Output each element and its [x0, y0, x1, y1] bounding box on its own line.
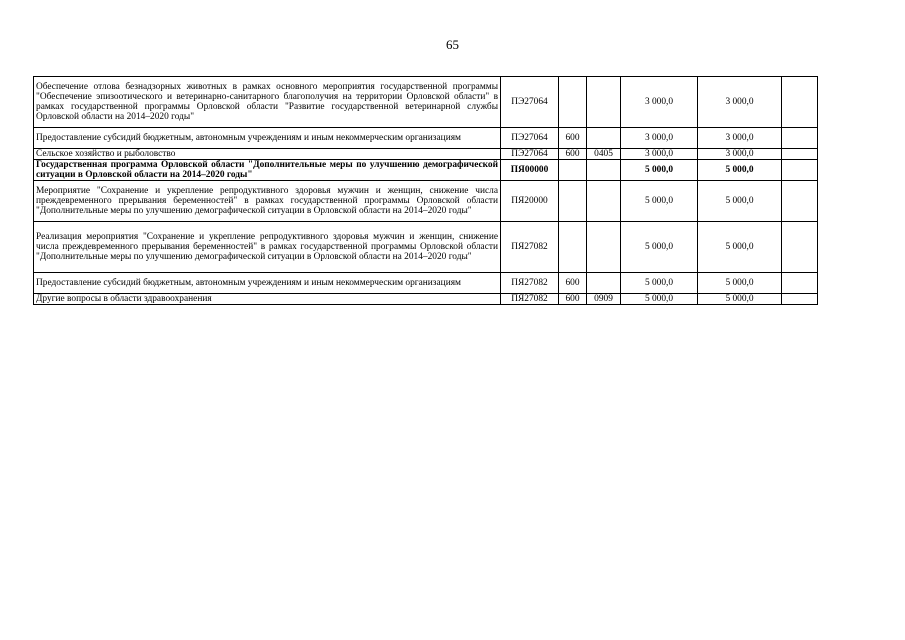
amount-2: 3 000,0	[698, 149, 782, 160]
row-name: Государственная программа Орловской области "Дополнительные меры по улучшению демографической ситуации в Орловской области на 2014–2020 годы"	[34, 160, 501, 181]
section-subsection	[587, 77, 621, 128]
table-row	[34, 273, 818, 294]
row-name: Мероприятие "Сохранение и укрепление репродуктивного здоровья мужчин и женщин, снижение числа преждевременного прерывания беременностей" в рамках государственной программы Орловской области "Дополнительные меры по улучшению демографической ситуации в Орловской области на 2014–2020 годы"	[34, 181, 501, 222]
row-name: Другие вопросы в области здравоохранения	[34, 294, 501, 305]
target-code: ПЭ27064	[501, 77, 559, 128]
section-subsection	[587, 181, 621, 222]
target-code: ПЯ27082	[501, 273, 559, 294]
target-code: ПЯ20000	[501, 181, 559, 222]
amount-1: 5 000,0	[621, 181, 698, 222]
section-subsection: 0909	[587, 294, 621, 305]
amount-1: 3 000,0	[621, 128, 698, 149]
amount-2: 3 000,0	[698, 128, 782, 149]
row-name: Предоставление субсидий бюджетным, автономным учреждениям и иным некоммерческим организациям	[34, 273, 501, 294]
extra-cell	[782, 77, 818, 128]
row-name: Предоставление субсидий бюджетным, автономным учреждениям и иным некоммерческим организациям	[34, 128, 501, 149]
expense-type: 600	[559, 273, 587, 294]
amount-2: 5 000,0	[698, 294, 782, 305]
amount-2: 5 000,0	[698, 222, 782, 273]
expense-type: 600	[559, 149, 587, 160]
section-subsection	[587, 273, 621, 294]
extra-cell	[782, 160, 818, 181]
target-code: ПЯ27082	[501, 222, 559, 273]
row-name: Обеспечение отлова безнадзорных животных в рамках основного мероприятия государственной программы "Обеспечение эпизоотического и ветеринарно-санитарного благополучия на территории Орловской области" в рамках государственной программы Орловской области "Развитие государственной ветеринарной службы Орловской области на 2014–2020 годы"	[34, 77, 501, 128]
amount-2: 5 000,0	[698, 181, 782, 222]
section-subsection	[587, 222, 621, 273]
table-row	[34, 294, 818, 305]
target-code: ПЯ00000	[501, 160, 559, 181]
row-name: Сельское хозяйство и рыболовство	[34, 149, 501, 160]
expense-type	[559, 160, 587, 181]
expense-type	[559, 222, 587, 273]
expense-type: 600	[559, 294, 587, 305]
extra-cell	[782, 294, 818, 305]
amount-1: 5 000,0	[621, 160, 698, 181]
extra-cell	[782, 273, 818, 294]
target-code: ПЯ27082	[501, 294, 559, 305]
section-subsection: 0405	[587, 149, 621, 160]
table-row	[34, 222, 818, 273]
section-subsection	[587, 160, 621, 181]
table-row	[34, 77, 818, 128]
expense-type: 600	[559, 128, 587, 149]
table-row	[34, 160, 818, 181]
expense-type	[559, 77, 587, 128]
table-row	[34, 181, 818, 222]
extra-cell	[782, 149, 818, 160]
target-code: ПЭ27064	[501, 128, 559, 149]
extra-cell	[782, 222, 818, 273]
amount-1: 3 000,0	[621, 149, 698, 160]
amount-2: 3 000,0	[698, 77, 782, 128]
amount-1: 3 000,0	[621, 77, 698, 128]
extra-cell	[782, 181, 818, 222]
amount-1: 5 000,0	[621, 222, 698, 273]
table-row	[34, 149, 818, 160]
budget-table	[33, 76, 818, 305]
amount-1: 5 000,0	[621, 294, 698, 305]
page-number: 65	[446, 37, 459, 52]
target-code: ПЭ27064	[501, 149, 559, 160]
expense-type	[559, 181, 587, 222]
extra-cell	[782, 128, 818, 149]
amount-2: 5 000,0	[698, 160, 782, 181]
row-name: Реализация мероприятия "Сохранение и укрепление репродуктивного здоровья мужчин и женщин, снижение числа преждевременного прерывания беременностей" в рамках государственной программы Орловской области "Дополнительные меры по улучшению демографической ситуации в Орловской области на 2014–2020 годы"	[34, 222, 501, 273]
section-subsection	[587, 128, 621, 149]
amount-2: 5 000,0	[698, 273, 782, 294]
table-row	[34, 128, 818, 149]
amount-1: 5 000,0	[621, 273, 698, 294]
